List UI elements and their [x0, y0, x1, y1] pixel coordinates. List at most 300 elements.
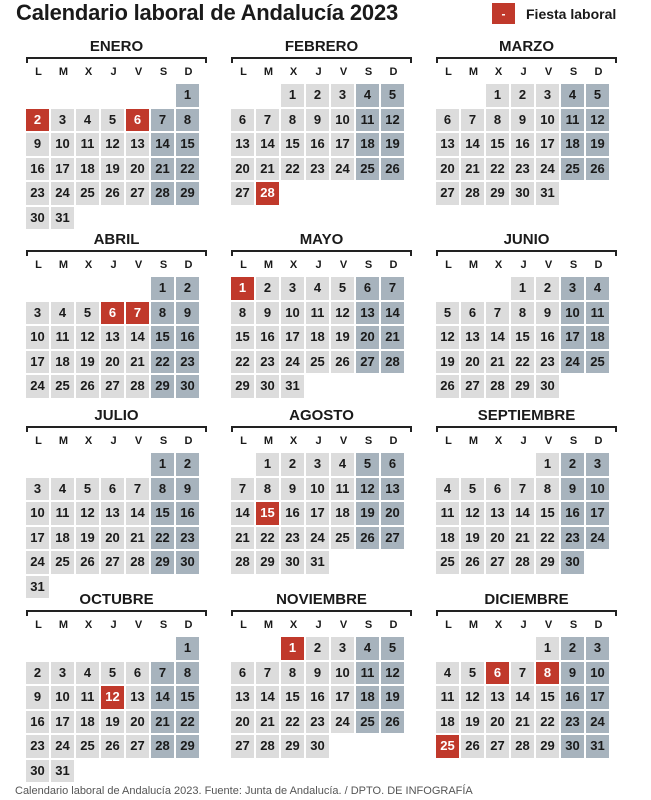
- day-cell: 17: [26, 527, 49, 550]
- weekday-header: [436, 432, 617, 450]
- weekend-day-cell: 13: [381, 478, 404, 501]
- weekend-day-cell: 1: [176, 84, 199, 107]
- day-cell: 17: [536, 133, 559, 156]
- day-cell: 8: [231, 302, 254, 325]
- day-cell: 5: [101, 109, 124, 132]
- day-cell: 26: [461, 551, 484, 574]
- day-cell: 24: [26, 551, 49, 574]
- weekend-day-cell: 27: [381, 527, 404, 550]
- weekend-day-cell: 22: [151, 527, 174, 550]
- weekend-day-cell: 14: [381, 302, 404, 325]
- holiday-day-cell: 12: [101, 686, 124, 709]
- day-cell: 29: [281, 735, 304, 758]
- weekend-day-cell: 18: [586, 326, 609, 349]
- weekend-day-cell: 15: [151, 326, 174, 349]
- day-cell: 23: [306, 711, 329, 734]
- day-cell: 10: [26, 502, 49, 525]
- empty-cell: [51, 637, 74, 660]
- weekday-label: S: [159, 259, 168, 271]
- day-cell: 18: [51, 351, 74, 374]
- day-cell: 28: [256, 735, 279, 758]
- day-cell: 21: [256, 158, 279, 181]
- weekend-day-cell: 26: [356, 527, 379, 550]
- day-cell: 26: [76, 551, 99, 574]
- weekend-day-cell: 10: [561, 302, 584, 325]
- days-grid: [231, 277, 412, 398]
- day-cell: 22: [256, 527, 279, 550]
- day-cell: 3: [536, 84, 559, 107]
- day-cell: 11: [436, 686, 459, 709]
- day-cell: 18: [306, 326, 329, 349]
- day-cell: 2: [281, 453, 304, 476]
- day-cell: 4: [51, 302, 74, 325]
- weekend-day-cell: 11: [356, 109, 379, 132]
- weekend-day-cell: 2: [176, 453, 199, 476]
- weekday-label: L: [35, 259, 42, 271]
- weekend-day-cell: 11: [356, 662, 379, 685]
- day-cell: 1: [281, 84, 304, 107]
- month-febrero: [231, 36, 412, 205]
- day-cell: 1: [511, 277, 534, 300]
- weekday-label: V: [544, 66, 553, 78]
- weekend-day-cell: 2: [561, 637, 584, 660]
- days-grid: [436, 453, 617, 574]
- day-cell: 3: [51, 109, 74, 132]
- weekday-label: L: [35, 435, 42, 447]
- weekday-label: D: [184, 435, 193, 447]
- day-cell: 30: [281, 551, 304, 574]
- day-cell: 26: [101, 182, 124, 205]
- weekend-day-cell: 19: [381, 686, 404, 709]
- weekday-header: [436, 616, 617, 634]
- weekday-label: M: [468, 619, 479, 631]
- weekday-label: X: [84, 66, 93, 78]
- weekend-day-cell: 27: [356, 351, 379, 374]
- day-cell: 26: [101, 735, 124, 758]
- month-name: MARZO: [499, 38, 554, 55]
- weekend-day-cell: 22: [151, 351, 174, 374]
- day-cell: 21: [126, 351, 149, 374]
- day-cell: 12: [76, 502, 99, 525]
- day-cell: 11: [51, 502, 74, 525]
- month-name: AGOSTO: [289, 407, 354, 424]
- day-cell: 12: [331, 302, 354, 325]
- weekend-day-cell: 15: [151, 502, 174, 525]
- day-cell: 14: [461, 133, 484, 156]
- empty-cell: [461, 453, 484, 476]
- weekday-label: V: [134, 435, 143, 447]
- day-cell: 22: [511, 351, 534, 374]
- weekend-day-cell: 2: [176, 277, 199, 300]
- day-cell: 24: [331, 711, 354, 734]
- weekend-day-cell: 1: [151, 453, 174, 476]
- source-caption: Calendario laboral de Andalucía 2023. Fuente: Junta de Andalucía. / DPTO. DE INFOGRAFÍA: [15, 785, 473, 797]
- empty-cell: [26, 637, 49, 660]
- weekday-label: J: [110, 259, 117, 271]
- weekend-day-cell: 3: [586, 637, 609, 660]
- weekend-day-cell: 26: [586, 158, 609, 181]
- weekend-day-cell: 22: [176, 158, 199, 181]
- day-cell: 1: [536, 637, 559, 660]
- holiday-day-cell: 28: [256, 182, 279, 205]
- empty-cell: [126, 277, 149, 300]
- weekday-header: [26, 432, 207, 450]
- day-cell: 19: [331, 326, 354, 349]
- day-cell: 10: [26, 326, 49, 349]
- month-name: FEBRERO: [284, 38, 359, 55]
- day-cell: 24: [306, 527, 329, 550]
- day-cell: 2: [536, 277, 559, 300]
- weekday-label: X: [289, 435, 298, 447]
- holiday-day-cell: 1: [231, 277, 254, 300]
- weekday-label: M: [58, 619, 69, 631]
- day-cell: 31: [26, 576, 49, 599]
- weekend-day-cell: 26: [381, 158, 404, 181]
- empty-cell: [461, 84, 484, 107]
- weekday-label: D: [389, 435, 398, 447]
- day-cell: 23: [281, 527, 304, 550]
- weekday-label: X: [84, 259, 93, 271]
- day-cell: 27: [101, 375, 124, 398]
- empty-cell: [436, 84, 459, 107]
- weekday-label: S: [569, 66, 578, 78]
- weekend-day-cell: 21: [381, 326, 404, 349]
- weekend-day-cell: 29: [176, 182, 199, 205]
- weekend-day-cell: 16: [176, 502, 199, 525]
- day-cell: 18: [436, 527, 459, 550]
- weekend-day-cell: 10: [586, 662, 609, 685]
- day-cell: 15: [536, 502, 559, 525]
- weekend-day-cell: 19: [586, 133, 609, 156]
- weekday-label: J: [520, 259, 527, 271]
- empty-cell: [511, 453, 534, 476]
- weekend-day-cell: 4: [561, 84, 584, 107]
- weekday-label: S: [159, 619, 168, 631]
- day-cell: 17: [281, 326, 304, 349]
- weekday-label: D: [184, 259, 193, 271]
- month-enero: [26, 36, 207, 229]
- day-cell: 13: [126, 133, 149, 156]
- day-cell: 2: [306, 637, 329, 660]
- day-cell: 27: [101, 551, 124, 574]
- day-cell: 6: [231, 662, 254, 685]
- weekday-label: D: [389, 619, 398, 631]
- weekday-label: L: [240, 66, 247, 78]
- empty-cell: [101, 637, 124, 660]
- weekend-day-cell: 8: [151, 302, 174, 325]
- day-cell: 28: [231, 551, 254, 574]
- day-cell: 6: [126, 662, 149, 685]
- day-cell: 6: [101, 478, 124, 501]
- day-cell: 3: [51, 662, 74, 685]
- day-cell: 19: [76, 351, 99, 374]
- day-cell: 11: [76, 686, 99, 709]
- day-cell: 9: [281, 478, 304, 501]
- day-cell: 3: [26, 302, 49, 325]
- day-cell: 16: [26, 711, 49, 734]
- day-cell: 4: [51, 478, 74, 501]
- weekend-day-cell: 29: [151, 375, 174, 398]
- weekend-day-cell: 1: [151, 277, 174, 300]
- day-cell: 5: [76, 478, 99, 501]
- empty-cell: [231, 84, 254, 107]
- weekday-label: X: [289, 619, 298, 631]
- weekend-day-cell: 17: [586, 502, 609, 525]
- weekend-day-cell: 17: [561, 326, 584, 349]
- weekday-label: J: [315, 259, 322, 271]
- holiday-day-cell: 1: [281, 637, 304, 660]
- weekday-label: M: [263, 435, 274, 447]
- weekend-day-cell: 1: [176, 637, 199, 660]
- weekend-day-cell: 30: [176, 375, 199, 398]
- weekday-label: J: [110, 66, 117, 78]
- weekend-day-cell: 3: [561, 277, 584, 300]
- day-cell: 18: [76, 711, 99, 734]
- day-cell: 12: [436, 326, 459, 349]
- legend-label: Fiesta laboral: [526, 5, 617, 22]
- weekend-day-cell: 30: [561, 735, 584, 758]
- day-cell: 22: [536, 711, 559, 734]
- day-cell: 4: [436, 662, 459, 685]
- weekday-label: V: [134, 259, 143, 271]
- holiday-day-cell: 15: [256, 502, 279, 525]
- day-cell: 30: [256, 375, 279, 398]
- weekday-label: S: [364, 259, 373, 271]
- weekday-label: S: [364, 435, 373, 447]
- day-cell: 15: [281, 133, 304, 156]
- day-cell: 28: [461, 182, 484, 205]
- weekday-label: D: [389, 259, 398, 271]
- weekend-day-cell: 5: [381, 84, 404, 107]
- weekday-label: M: [58, 259, 69, 271]
- day-cell: 4: [436, 478, 459, 501]
- empty-cell: [26, 453, 49, 476]
- day-cell: 5: [461, 662, 484, 685]
- weekend-day-cell: 26: [381, 711, 404, 734]
- day-cell: 15: [536, 686, 559, 709]
- day-cell: 29: [231, 375, 254, 398]
- weekend-day-cell: 18: [561, 133, 584, 156]
- weekday-header: [436, 256, 617, 274]
- weekday-header: [26, 256, 207, 274]
- day-cell: 14: [511, 502, 534, 525]
- empty-cell: [256, 637, 279, 660]
- day-cell: 7: [511, 662, 534, 685]
- day-cell: 9: [26, 686, 49, 709]
- day-cell: 26: [331, 351, 354, 374]
- empty-cell: [126, 453, 149, 476]
- day-cell: 8: [256, 478, 279, 501]
- weekday-label: L: [35, 66, 42, 78]
- weekend-day-cell: 28: [381, 351, 404, 374]
- month-mayo: [231, 229, 412, 398]
- day-cell: 30: [306, 735, 329, 758]
- day-cell: 9: [306, 662, 329, 685]
- weekday-label: X: [289, 259, 298, 271]
- day-cell: 14: [126, 326, 149, 349]
- day-cell: 17: [306, 502, 329, 525]
- day-cell: 21: [231, 527, 254, 550]
- day-cell: 2: [511, 84, 534, 107]
- weekday-label: L: [240, 619, 247, 631]
- month-name: MAYO: [299, 231, 344, 248]
- day-cell: 31: [536, 182, 559, 205]
- weekend-day-cell: 25: [356, 711, 379, 734]
- day-cell: 19: [76, 527, 99, 550]
- weekday-label: V: [339, 259, 348, 271]
- weekday-label: M: [263, 259, 274, 271]
- empty-cell: [436, 453, 459, 476]
- day-cell: 13: [101, 502, 124, 525]
- empty-cell: [461, 637, 484, 660]
- month-name: ABRIL: [93, 231, 140, 248]
- weekday-label: L: [445, 259, 452, 271]
- weekday-label: V: [134, 66, 143, 78]
- day-cell: 7: [231, 478, 254, 501]
- day-cell: 12: [76, 326, 99, 349]
- day-cell: 30: [26, 207, 49, 230]
- weekday-label: V: [544, 619, 553, 631]
- day-cell: 31: [281, 375, 304, 398]
- weekday-label: S: [569, 619, 578, 631]
- day-cell: 19: [461, 527, 484, 550]
- weekday-label: X: [289, 66, 298, 78]
- empty-cell: [76, 453, 99, 476]
- day-cell: 6: [461, 302, 484, 325]
- empty-cell: [126, 84, 149, 107]
- day-cell: 5: [436, 302, 459, 325]
- weekend-day-cell: 4: [356, 637, 379, 660]
- day-cell: 2: [26, 662, 49, 685]
- days-grid: [231, 453, 412, 574]
- day-cell: 29: [511, 375, 534, 398]
- day-cell: 20: [486, 527, 509, 550]
- day-cell: 16: [256, 326, 279, 349]
- day-cell: 12: [101, 133, 124, 156]
- empty-cell: [231, 453, 254, 476]
- weekday-header: [26, 616, 207, 634]
- day-cell: 27: [436, 182, 459, 205]
- weekday-label: J: [520, 66, 527, 78]
- day-cell: 10: [536, 109, 559, 132]
- weekday-label: M: [58, 435, 69, 447]
- weekday-label: M: [468, 66, 479, 78]
- days-grid: [26, 637, 207, 782]
- weekend-day-cell: 12: [586, 109, 609, 132]
- day-cell: 30: [26, 760, 49, 783]
- weekend-day-cell: 6: [381, 453, 404, 476]
- empty-cell: [126, 637, 149, 660]
- day-cell: 16: [511, 133, 534, 156]
- day-cell: 3: [26, 478, 49, 501]
- day-cell: 8: [536, 478, 559, 501]
- day-cell: 20: [126, 158, 149, 181]
- month-marzo: [436, 36, 617, 205]
- weekend-day-cell: 9: [561, 662, 584, 685]
- weekend-day-cell: 29: [151, 551, 174, 574]
- day-cell: 3: [281, 277, 304, 300]
- days-grid: [26, 84, 207, 229]
- weekend-day-cell: 7: [151, 662, 174, 685]
- weekday-label: J: [110, 619, 117, 631]
- weekday-label: X: [494, 259, 503, 271]
- weekend-day-cell: 5: [586, 84, 609, 107]
- day-cell: 5: [461, 478, 484, 501]
- day-cell: 24: [51, 182, 74, 205]
- empty-cell: [76, 637, 99, 660]
- legend: [492, 3, 616, 24]
- weekday-label: X: [494, 435, 503, 447]
- day-cell: 27: [126, 735, 149, 758]
- weekend-day-cell: 24: [586, 711, 609, 734]
- day-cell: 17: [51, 711, 74, 734]
- day-cell: 13: [126, 686, 149, 709]
- weekend-day-cell: 4: [586, 277, 609, 300]
- weekend-day-cell: 17: [586, 686, 609, 709]
- weekend-day-cell: 9: [176, 478, 199, 501]
- day-cell: 13: [231, 686, 254, 709]
- month-name: NOVIEMBRE: [276, 591, 367, 608]
- day-cell: 11: [306, 302, 329, 325]
- day-cell: 3: [306, 453, 329, 476]
- weekday-label: L: [240, 259, 247, 271]
- weekday-label: D: [184, 619, 193, 631]
- weekday-label: S: [364, 619, 373, 631]
- empty-cell: [76, 84, 99, 107]
- empty-cell: [76, 277, 99, 300]
- weekend-day-cell: 18: [356, 133, 379, 156]
- day-cell: 21: [126, 527, 149, 550]
- month-name: OCTUBRE: [79, 591, 154, 608]
- day-cell: 7: [486, 302, 509, 325]
- weekday-label: S: [159, 435, 168, 447]
- month-junio: [436, 229, 617, 398]
- weekday-label: M: [468, 435, 479, 447]
- day-cell: 25: [76, 735, 99, 758]
- day-cell: 29: [256, 551, 279, 574]
- empty-cell: [26, 84, 49, 107]
- day-cell: 31: [51, 760, 74, 783]
- days-grid: [231, 637, 412, 758]
- empty-cell: [231, 637, 254, 660]
- day-cell: 9: [306, 109, 329, 132]
- day-cell: 27: [486, 735, 509, 758]
- weekday-label: S: [569, 259, 578, 271]
- weekday-label: X: [84, 619, 93, 631]
- weekend-day-cell: 7: [151, 109, 174, 132]
- weekend-day-cell: 9: [561, 478, 584, 501]
- day-cell: 31: [306, 551, 329, 574]
- weekend-day-cell: 21: [151, 158, 174, 181]
- day-cell: 10: [51, 133, 74, 156]
- day-cell: 29: [486, 182, 509, 205]
- day-cell: 11: [436, 502, 459, 525]
- day-cell: 16: [26, 158, 49, 181]
- weekend-day-cell: 25: [561, 158, 584, 181]
- weekend-day-cell: 8: [151, 478, 174, 501]
- empty-cell: [436, 277, 459, 300]
- day-cell: 27: [126, 182, 149, 205]
- empty-cell: [51, 453, 74, 476]
- empty-cell: [486, 637, 509, 660]
- weekend-day-cell: 16: [561, 686, 584, 709]
- day-cell: 24: [26, 375, 49, 398]
- weekday-label: M: [58, 66, 69, 78]
- weekday-label: V: [544, 435, 553, 447]
- day-cell: 14: [256, 686, 279, 709]
- day-cell: 6: [486, 478, 509, 501]
- day-cell: 22: [536, 527, 559, 550]
